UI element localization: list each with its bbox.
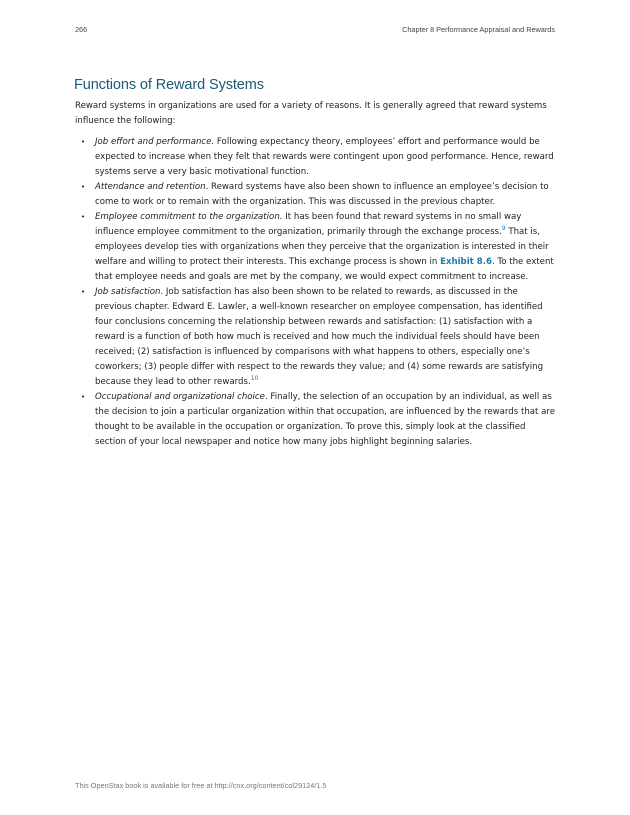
list-item bbox=[75, 210, 557, 285]
bullet-icon: • bbox=[81, 288, 86, 296]
reward-functions-list bbox=[75, 135, 557, 450]
list-item bbox=[75, 390, 557, 450]
item-term: Job effort and performance. bbox=[95, 137, 215, 147]
item-term: Job satisfaction bbox=[95, 287, 161, 297]
item-term: Employee commitment to the organization. bbox=[95, 212, 283, 222]
item-text: . Job satisfaction has also been shown to be related to rewards, as discussed in the previous chapter. Edward E. Lawler, a well-known researcher on employee compensation, has identified four conclusions concerning the relationship between rewards and satisfaction: (1) satisfaction with a reward is a function of both how much is received and how much the individual feels should have been received; (2) satisfaction is influenced by comparisons with what happens to others, especially one’s coworkers; (3) people differ with respect to the rewards they value; and (4) some rewards are satisfying because they lead to other rewards. bbox=[95, 287, 544, 387]
item-text: Following expectancy theory, employees’ effort and performance would be expected to increase when they felt that rewards were contingent upon good performance. Hence, reward systems serve a very basic motivational function. bbox=[95, 137, 554, 177]
item-text: . Reward systems have also been shown to influence an employee’s decision to come to work or to remain with the organization. This was discussed in the previous chapter. bbox=[95, 182, 549, 207]
section-title: Functions of Reward Systems bbox=[74, 77, 264, 93]
list-item bbox=[75, 135, 557, 180]
footnote-ref-10[interactable]: 10 bbox=[250, 375, 259, 382]
item-term: Occupational and organizational choice bbox=[95, 392, 265, 402]
list-item bbox=[75, 180, 557, 210]
item-text: . To the extent that employee needs and goals are met by the company, we would expect commitment to increase. bbox=[95, 257, 554, 282]
item-term: Attendance and retention bbox=[95, 182, 206, 192]
running-header: Chapter 8 Performance Appraisal and Rewards bbox=[402, 25, 555, 34]
item-text: That is, employees develop ties with organizations when they perceive that the organization is interested in their welfare and willing to protect their interests. This exchange process is shown in bbox=[95, 227, 549, 267]
list-item bbox=[75, 285, 557, 390]
bullet-icon: • bbox=[81, 183, 86, 191]
footer-note: This OpenStax book is available for free at http://cnx.org/content/col29124/1.5 bbox=[75, 781, 327, 790]
item-text: . Finally, the selection of an occupation by an individual, as well as the decision to join a particular organization within that occupation, are influenced by the rewards that are thought to be available in the occupation or organization. To prove this, simply look at the classified section of your local newspaper and notice how many jobs highlight beginning salaries. bbox=[95, 392, 556, 447]
bullet-icon: • bbox=[81, 213, 86, 221]
bullet-icon: • bbox=[81, 393, 86, 401]
page-number: 266 bbox=[75, 25, 88, 34]
bullet-icon: • bbox=[81, 138, 86, 146]
item-text: It has been found that reward systems in no small way influence employee commitment to the organization, primarily through the exchange process. bbox=[95, 212, 522, 237]
intro-paragraph: Reward systems in organizations are used for a variety of reasons. It is generally agreed that reward systems influence the following: bbox=[75, 101, 547, 126]
exhibit-8-6-link[interactable]: Exhibit 8.6 bbox=[440, 257, 492, 267]
footnote-ref-9[interactable]: 9 bbox=[501, 225, 506, 232]
